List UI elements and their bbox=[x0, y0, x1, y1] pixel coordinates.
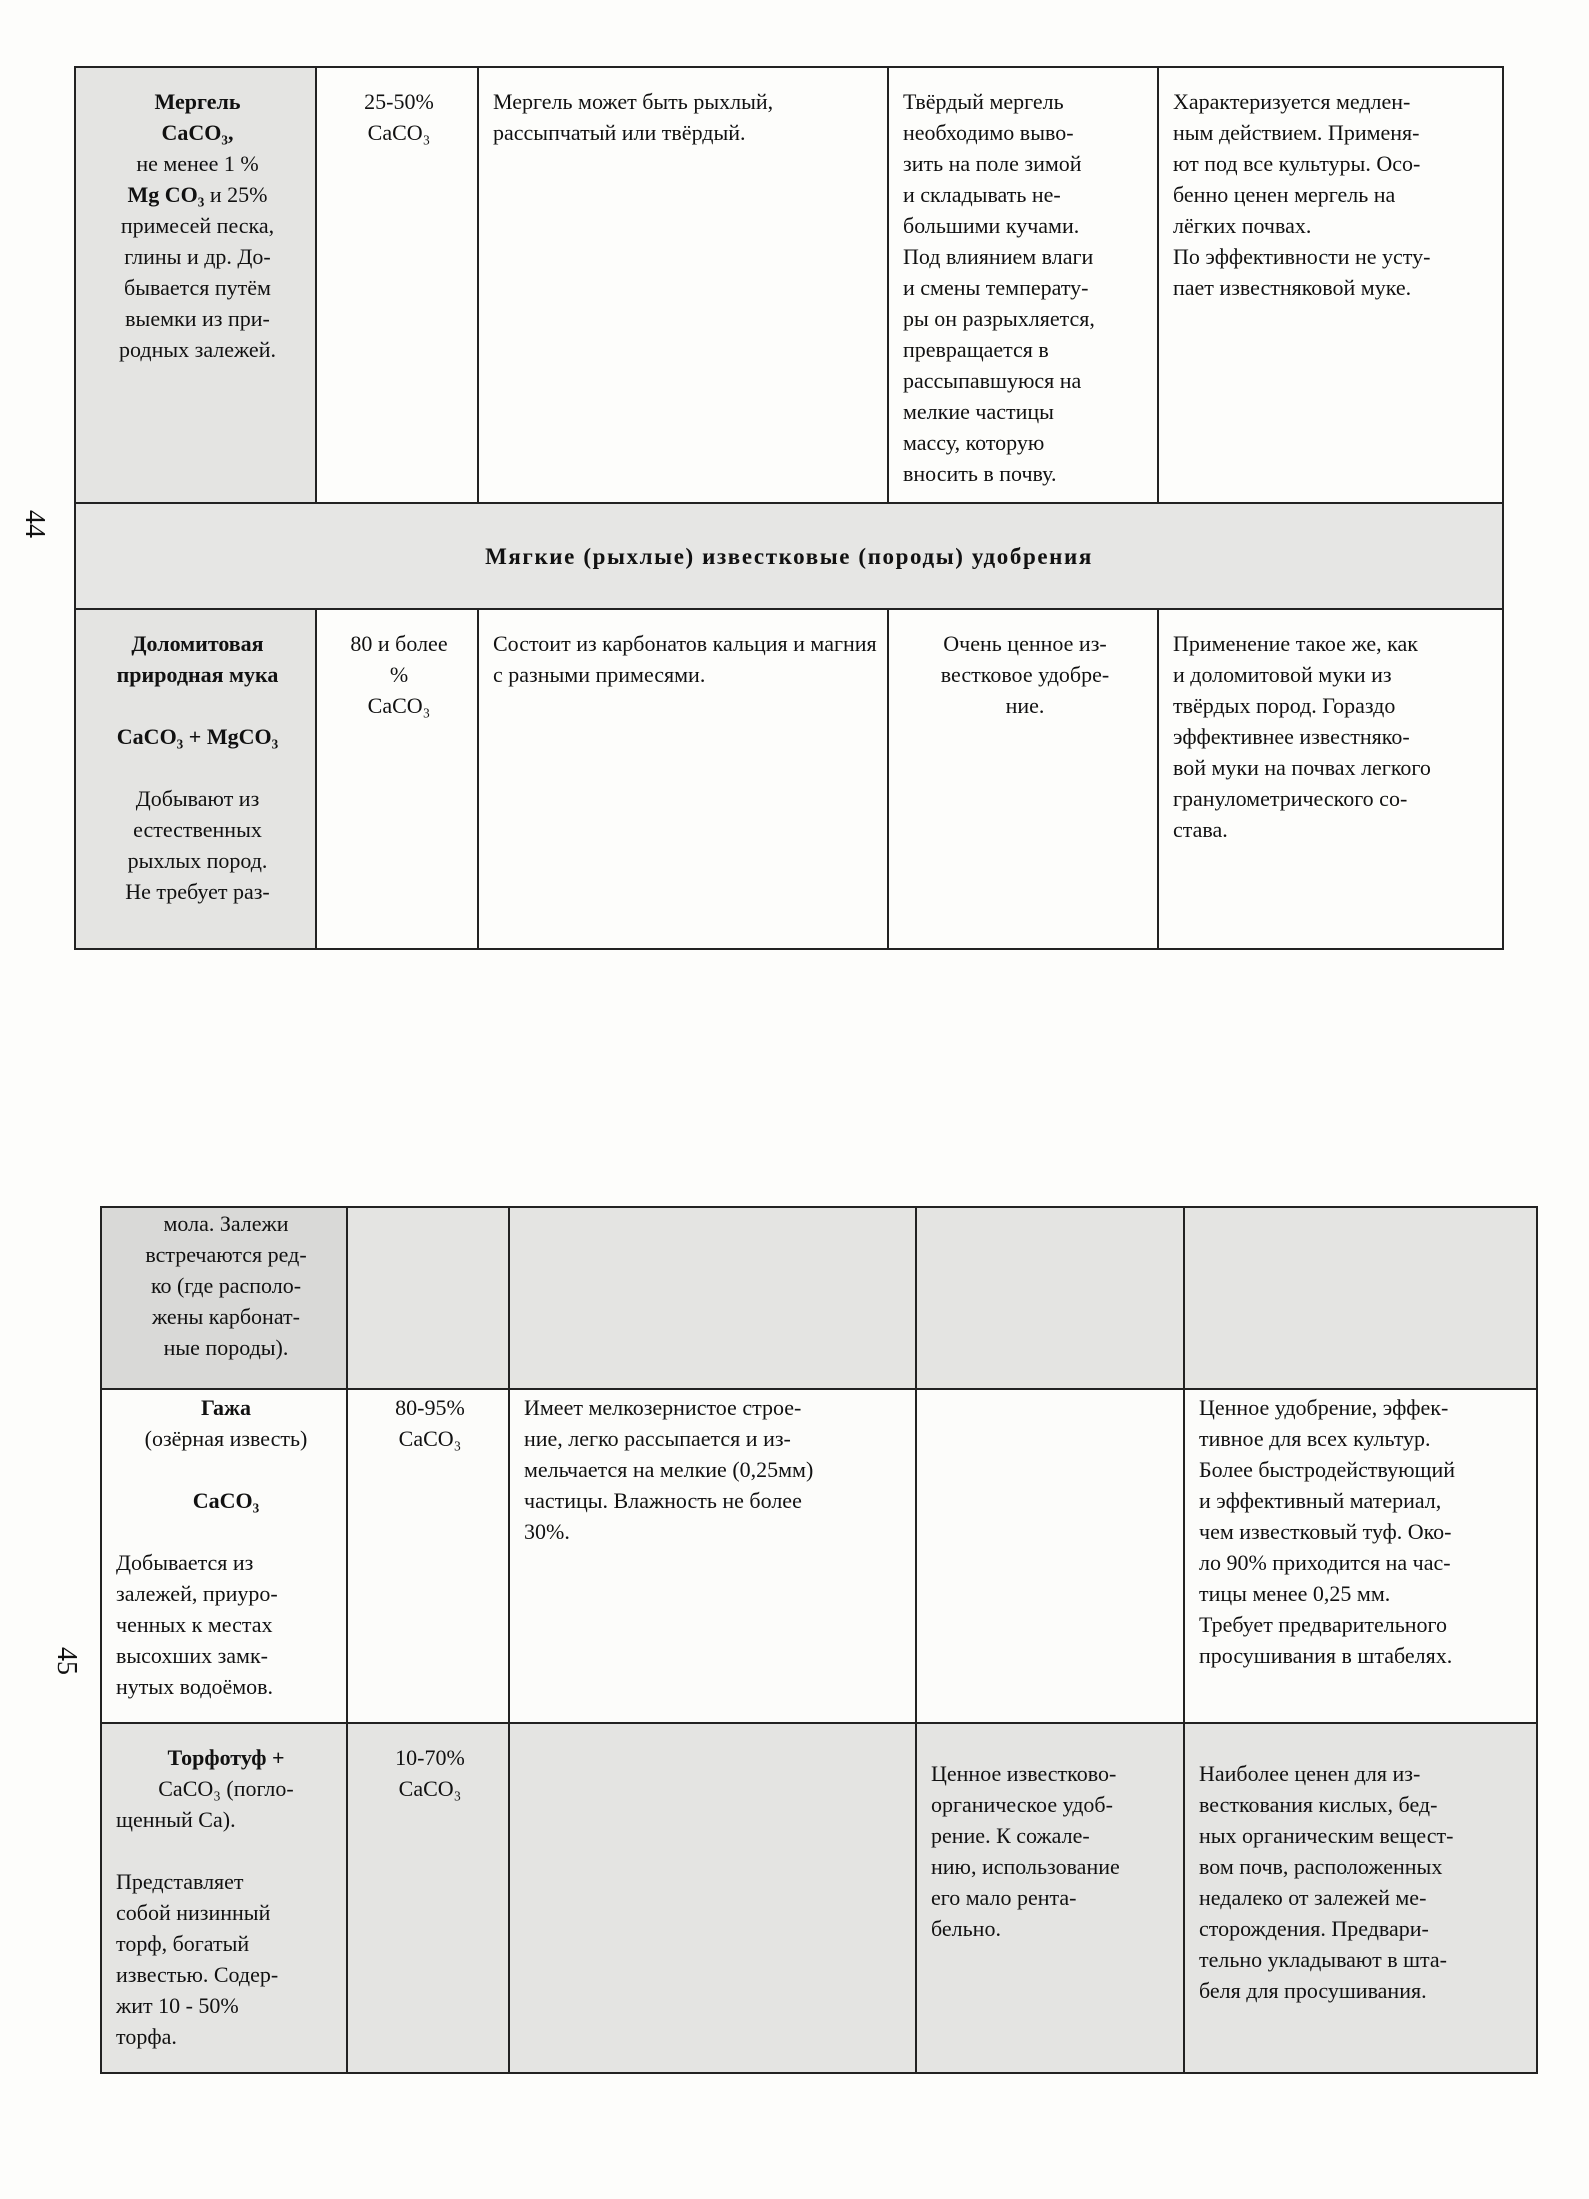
name-title: Мергель bbox=[154, 89, 241, 114]
cell-name bbox=[101, 1389, 347, 1723]
cell-content bbox=[316, 67, 478, 503]
application-line: массу, которую bbox=[903, 430, 1045, 455]
application-line: Ценное известково- bbox=[931, 1761, 1117, 1786]
table-row-gazha bbox=[101, 1389, 1537, 1723]
application-line: органическое удоб- bbox=[931, 1792, 1113, 1817]
section-header-row bbox=[75, 503, 1503, 609]
name-desc: залежей, приуро- bbox=[116, 1581, 278, 1606]
effect-line: вом почв, расположенных bbox=[1199, 1854, 1443, 1879]
content-value: 80 и более bbox=[350, 631, 448, 656]
content-value: % bbox=[389, 662, 409, 687]
application-line: необходимо выво- bbox=[903, 120, 1074, 145]
cell-effect bbox=[1184, 1389, 1537, 1723]
cell-properties bbox=[509, 1207, 916, 1389]
fertilizer-table-page-44 bbox=[74, 66, 1504, 950]
name-desc: бывается путём bbox=[124, 275, 271, 300]
effect-line: тицы менее 0,25 мм. bbox=[1199, 1581, 1391, 1606]
cell-application bbox=[888, 609, 1158, 949]
effect-line: беля для просушивания. bbox=[1199, 1978, 1427, 2003]
effect-line: и эффективный материал, bbox=[1199, 1488, 1442, 1513]
effect-line: Применение такое же, как bbox=[1173, 631, 1418, 656]
cell-content bbox=[347, 1723, 509, 2073]
name-desc: выемки из при- bbox=[125, 306, 270, 331]
application-line: Твёрдый мергель bbox=[903, 89, 1064, 114]
name-title: Доломитовая bbox=[131, 631, 264, 656]
content-value: CaCO₃ bbox=[398, 1426, 462, 1451]
cell-content bbox=[347, 1207, 509, 1389]
name-desc: нутых водоёмов. bbox=[116, 1674, 274, 1699]
application-line: вносить в почву. bbox=[903, 461, 1057, 486]
cell-effect bbox=[1184, 1723, 1537, 2073]
name-title: Торфотуф + bbox=[167, 1745, 285, 1770]
name-title: природная мука bbox=[116, 662, 279, 687]
table-row-torfotuf bbox=[101, 1723, 1537, 2073]
application-line: ры он разрыхляется, bbox=[903, 306, 1095, 331]
page-number-44: 44 bbox=[19, 510, 50, 538]
cell-name bbox=[75, 67, 316, 503]
application-line: рассыпавшуюся на bbox=[903, 368, 1082, 393]
effect-line: весткования кислых, бед- bbox=[1199, 1792, 1438, 1817]
application-line: нию, использование bbox=[931, 1854, 1120, 1879]
name-desc: рыхлых пород. bbox=[127, 848, 268, 873]
name-desc: мола. Залежи bbox=[163, 1211, 289, 1236]
effect-line: тивное для всех культур. bbox=[1199, 1426, 1431, 1451]
properties-line: Имеет мелкозернистое строе- bbox=[524, 1395, 802, 1420]
name-desc: ченных к местах bbox=[116, 1612, 273, 1637]
table-row-continued bbox=[101, 1207, 1537, 1389]
application-line: рение. К сожале- bbox=[931, 1823, 1090, 1848]
name-desc: глины и др. До- bbox=[124, 244, 271, 269]
mgco3-formula: Mg CO₃ bbox=[127, 182, 205, 207]
application-line: Очень ценное из- bbox=[943, 631, 1107, 656]
cell-content bbox=[316, 609, 478, 949]
effect-line: Ценное удобрение, эффек- bbox=[1199, 1395, 1449, 1420]
application-line: и смены температу- bbox=[903, 275, 1089, 300]
properties-line: мельчается на мелкие (0,25мм) bbox=[524, 1457, 814, 1482]
application-line: мелкие частицы bbox=[903, 399, 1054, 424]
content-value: CaCO₃ bbox=[398, 1776, 462, 1801]
name-desc: ные породы). bbox=[163, 1335, 289, 1360]
name-desc: высохших замк- bbox=[116, 1643, 268, 1668]
effect-line: Требует предварительного bbox=[1199, 1612, 1448, 1637]
name-desc: Представляет bbox=[116, 1869, 244, 1894]
name-desc: естественных bbox=[133, 817, 262, 842]
properties-line: ние, легко рассыпается и из- bbox=[524, 1426, 791, 1451]
application-line: превращается в bbox=[903, 337, 1049, 362]
name-desc: торф, богатый bbox=[116, 1931, 250, 1956]
content-value: 10-70% bbox=[395, 1745, 465, 1770]
name-formula: CaCO₃ + MgCO₃ bbox=[116, 724, 279, 749]
effect-line: недалеко от залежей ме- bbox=[1199, 1885, 1427, 1910]
name-desc: ко (где располо- bbox=[150, 1273, 302, 1298]
cell-name bbox=[75, 609, 316, 949]
application-line: ние. bbox=[1005, 693, 1045, 718]
content-value: 25-50% CaCO₃ bbox=[364, 89, 434, 145]
content-value: 80-95% bbox=[395, 1395, 465, 1420]
effect-line: эффективнее известняко- bbox=[1173, 724, 1410, 749]
name-desc: не менее 1 % bbox=[136, 151, 259, 176]
effect-line: сторождения. Предвари- bbox=[1199, 1916, 1429, 1941]
effect-line: пает известняковой муке. bbox=[1173, 275, 1412, 300]
cell-properties bbox=[509, 1389, 916, 1723]
name-formula: CaCO₃ bbox=[192, 1488, 260, 1513]
name-desc: встречаются ред- bbox=[145, 1242, 307, 1267]
application-line: вестковое удобре- bbox=[940, 662, 1110, 687]
name-desc: щенный Ca). bbox=[116, 1807, 236, 1832]
effect-line: ют под все культуры. Осо- bbox=[1173, 151, 1421, 176]
fertilizer-table-page-45 bbox=[100, 1206, 1538, 2074]
cell-content bbox=[347, 1389, 509, 1723]
effect-line: твёрдых пород. Гораздо bbox=[1173, 693, 1396, 718]
name-desc: родных залежей. bbox=[119, 337, 276, 362]
cell-effect bbox=[1158, 609, 1503, 949]
cell-properties bbox=[478, 609, 888, 949]
content-value: CaCO₃ bbox=[367, 693, 431, 718]
effect-line: и доломитовой муки из bbox=[1173, 662, 1392, 687]
name-title: Гажа bbox=[200, 1395, 251, 1420]
application-line: зить на поле зимой bbox=[903, 151, 1082, 176]
effect-line: По эффективности не усту- bbox=[1173, 244, 1431, 269]
name-desc: Не требует раз- bbox=[125, 879, 270, 904]
effect-line: тельно укладывают в шта- bbox=[1199, 1947, 1447, 1972]
properties-text: Состоит из карбонатов кальция и магния с разными примесями. bbox=[493, 631, 877, 687]
cell-properties bbox=[509, 1723, 916, 2073]
name-desc: жены карбонат- bbox=[152, 1304, 300, 1329]
cell-properties bbox=[478, 67, 888, 503]
properties-line: частицы. Влажность не более bbox=[524, 1488, 802, 1513]
name-desc: Добывают из bbox=[135, 786, 260, 811]
effect-line: става. bbox=[1173, 817, 1228, 842]
effect-line: ло 90% приходится на час- bbox=[1199, 1550, 1451, 1575]
application-line: бельно. bbox=[931, 1916, 1001, 1941]
effect-line: чем известковый туф. Око- bbox=[1199, 1519, 1452, 1544]
table-row-mergel bbox=[75, 67, 1503, 503]
effect-line: бенно ценен мергель на bbox=[1173, 182, 1396, 207]
effect-line: Более быстродействующий bbox=[1199, 1457, 1456, 1482]
name-subtitle: (озёрная известь) bbox=[144, 1426, 308, 1451]
name-desc: и 25% bbox=[209, 182, 268, 207]
name-formula: CaCO₃ (погло- bbox=[158, 1776, 294, 1801]
effect-line: Характеризуется медлен- bbox=[1173, 89, 1411, 114]
application-line: и складывать не- bbox=[903, 182, 1061, 207]
effect-line: просушивания в штабелях. bbox=[1199, 1643, 1453, 1668]
section-title: Мягкие (рыхлые) известковые (породы) удобрения bbox=[75, 503, 1503, 609]
name-desc: жит 10 - 50% bbox=[116, 1993, 239, 2018]
effect-line: Наиболее ценен для из- bbox=[1199, 1761, 1421, 1786]
cell-effect bbox=[1184, 1207, 1537, 1389]
cell-application bbox=[916, 1723, 1184, 2073]
cell-application bbox=[888, 67, 1158, 503]
application-line: большими кучами. bbox=[903, 213, 1080, 238]
name-desc: собой низинный bbox=[116, 1900, 271, 1925]
name-desc: Добывается из bbox=[116, 1550, 254, 1575]
name-desc: примесей песка, bbox=[120, 213, 275, 238]
cell-effect bbox=[1158, 67, 1503, 503]
effect-line: ным действием. Применя- bbox=[1173, 120, 1420, 145]
effect-line: вой муки на почвах легкого bbox=[1173, 755, 1431, 780]
table-row-dolomite bbox=[75, 609, 1503, 949]
effect-line: ных органическим вещест- bbox=[1199, 1823, 1454, 1848]
cell-name bbox=[101, 1207, 347, 1389]
application-line: его мало рента- bbox=[931, 1885, 1077, 1910]
name-formula: CaCO₃, bbox=[161, 120, 234, 145]
name-desc: торфа. bbox=[116, 2024, 177, 2049]
properties-line: 30%. bbox=[524, 1519, 570, 1544]
application-line: Под влиянием влаги bbox=[903, 244, 1094, 269]
cell-application bbox=[916, 1389, 1184, 1723]
cell-name bbox=[101, 1723, 347, 2073]
effect-line: гранулометрического со- bbox=[1173, 786, 1408, 811]
effect-line: лёгких почвах. bbox=[1173, 213, 1312, 238]
page-number-45: 45 bbox=[51, 1647, 82, 1675]
name-desc: известью. Содер- bbox=[116, 1962, 279, 1987]
cell-application bbox=[916, 1207, 1184, 1389]
properties-text: Мергель может быть рыхлый, рассыпчатый или твёрдый. bbox=[493, 89, 774, 145]
